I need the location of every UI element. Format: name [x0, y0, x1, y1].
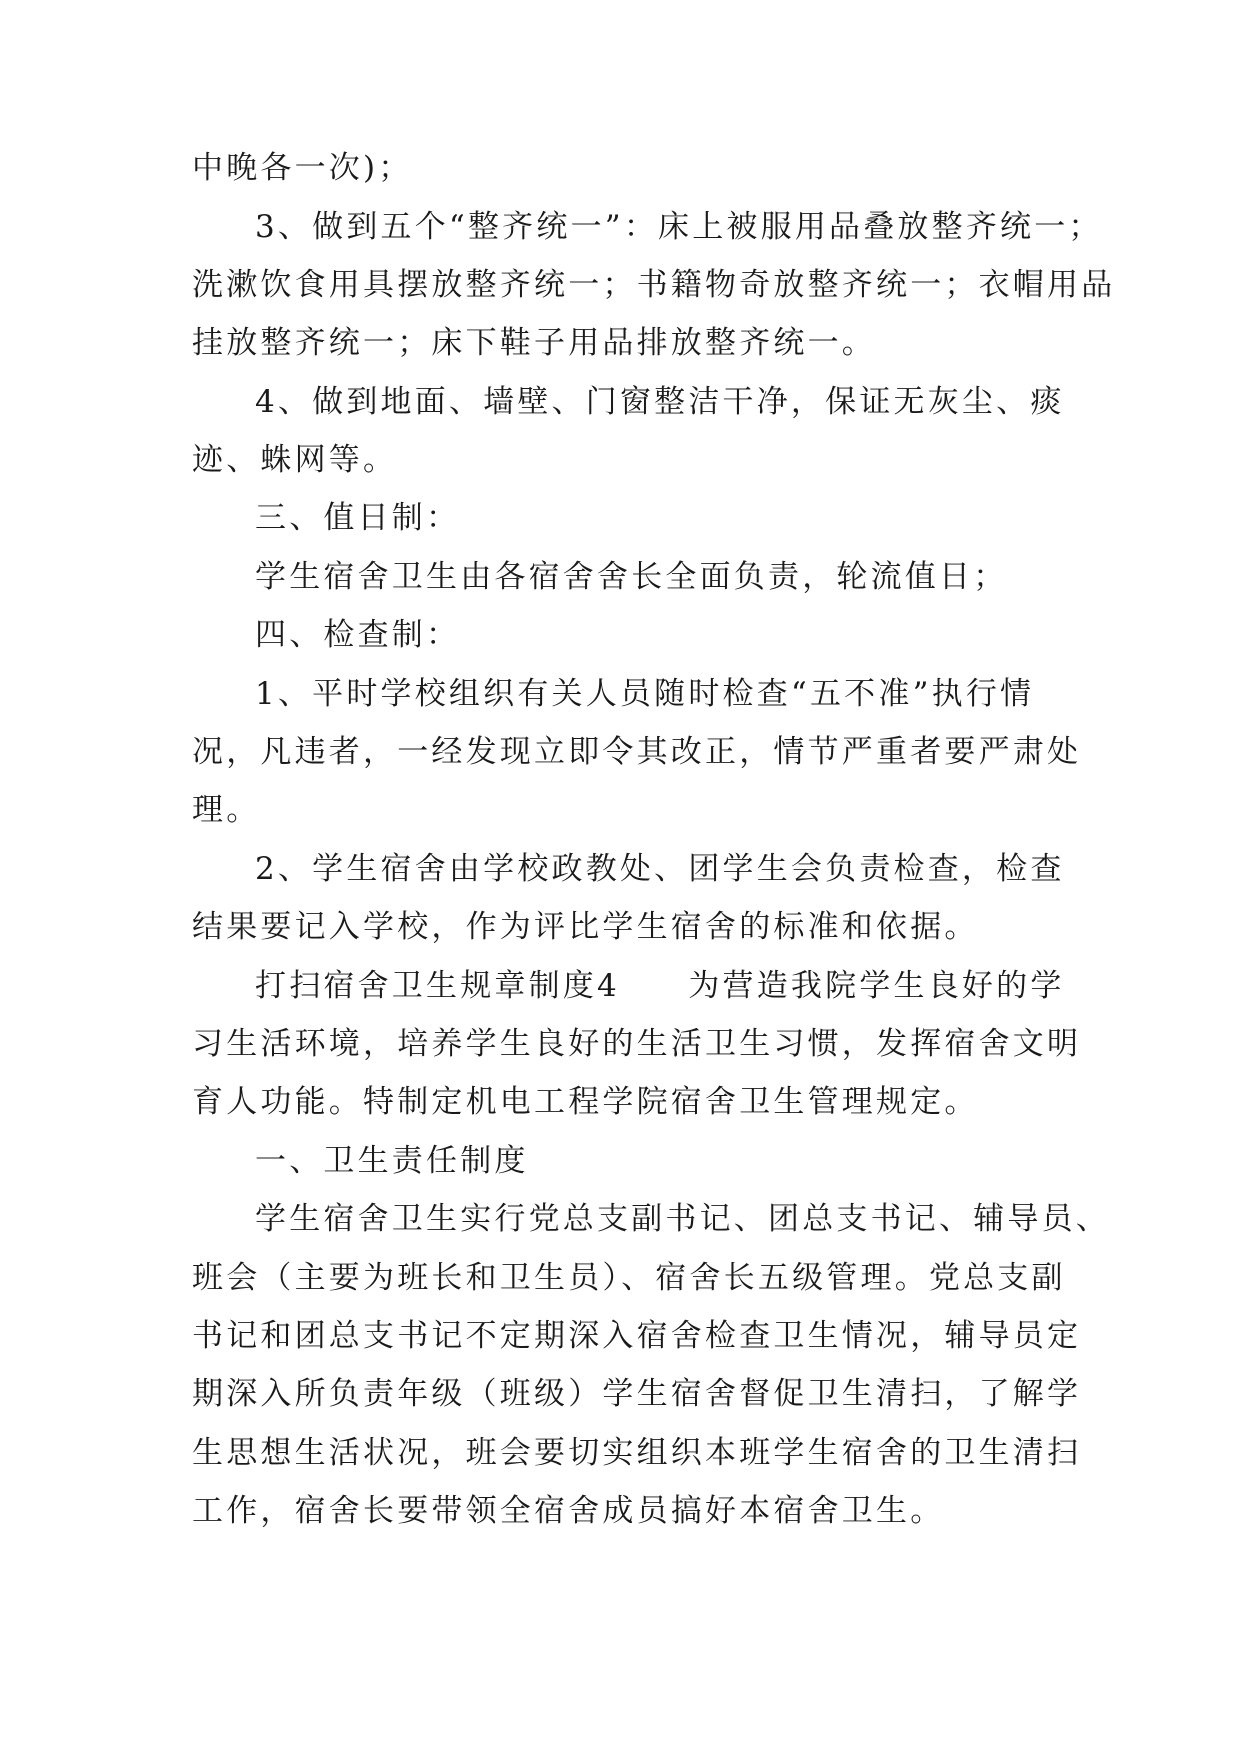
text-line: 结果要记入学校，作为评比学生宿舍的标准和依据。 — [192, 909, 979, 945]
section-heading: 一、卫生责任制度 — [255, 1143, 529, 1179]
text-line: 3、做到五个“整齐统一”：床上被服用品叠放整齐统一； — [255, 209, 1103, 245]
text-line: 学生宿舍卫生由各宿舍舍长全面负责，轮流值日； — [255, 559, 1008, 595]
text-line: 洗漱饮食用具摆放整齐统一；书籍物奇放整齐统一；衣帽用品 — [192, 267, 1116, 303]
text-line: 挂放整齐统一；床下鞋子用品排放整齐统一。 — [192, 325, 876, 361]
text-line: 生思想生活状况，班会要切实组织本班学生宿舍的卫生清扫 — [192, 1435, 1082, 1471]
text-line: 学生宿舍卫生实行党总支副书记、团总支书记、辅导员、 — [255, 1201, 1110, 1237]
text-line: 1、平时学校组织有关人员随时检查“五不准”执行情 — [255, 676, 1035, 712]
text-line: 打扫宿舍卫生规章制度4 为营造我院学生良好的学 — [255, 968, 1065, 1004]
text-line: 书记和团总支书记不定期深入宿舍检查卫生情况，辅导员定 — [192, 1318, 1082, 1354]
section-heading: 三、值日制： — [255, 500, 461, 536]
section-heading: 四、检查制： — [255, 617, 461, 653]
text-line: 况，凡违者，一经发现立即令其改正，情节严重者要严肃处 — [192, 734, 1082, 770]
text-line: 工作，宿舍长要带领全宿舍成员搞好本宿舍卫生。 — [192, 1493, 945, 1529]
text-line: 4、做到地面、墙壁、门窗整洁干净，保证无灰尘、痰 — [255, 384, 1065, 420]
text-line: 中晚各一次)； — [192, 150, 413, 186]
text-line: 2、学生宿舍由学校政教处、团学生会负责检查，检查 — [255, 851, 1065, 887]
text-line: 班会（主要为班长和卫生员）、宿舍长五级管理。党总支副 — [192, 1260, 1066, 1296]
text-line: 期深入所负责年级（班级）学生宿舍督促卫生清扫，了解学 — [192, 1376, 1082, 1412]
text-line: 育人功能。特制定机电工程学院宿舍卫生管理规定。 — [192, 1084, 979, 1120]
text-line: 迹、蛛网等。 — [192, 442, 398, 478]
text-line: 习生活环境，培养学生良好的生活卫生习惯，发挥宿舍文明 — [192, 1026, 1082, 1062]
text-line: 理。 — [192, 792, 261, 828]
